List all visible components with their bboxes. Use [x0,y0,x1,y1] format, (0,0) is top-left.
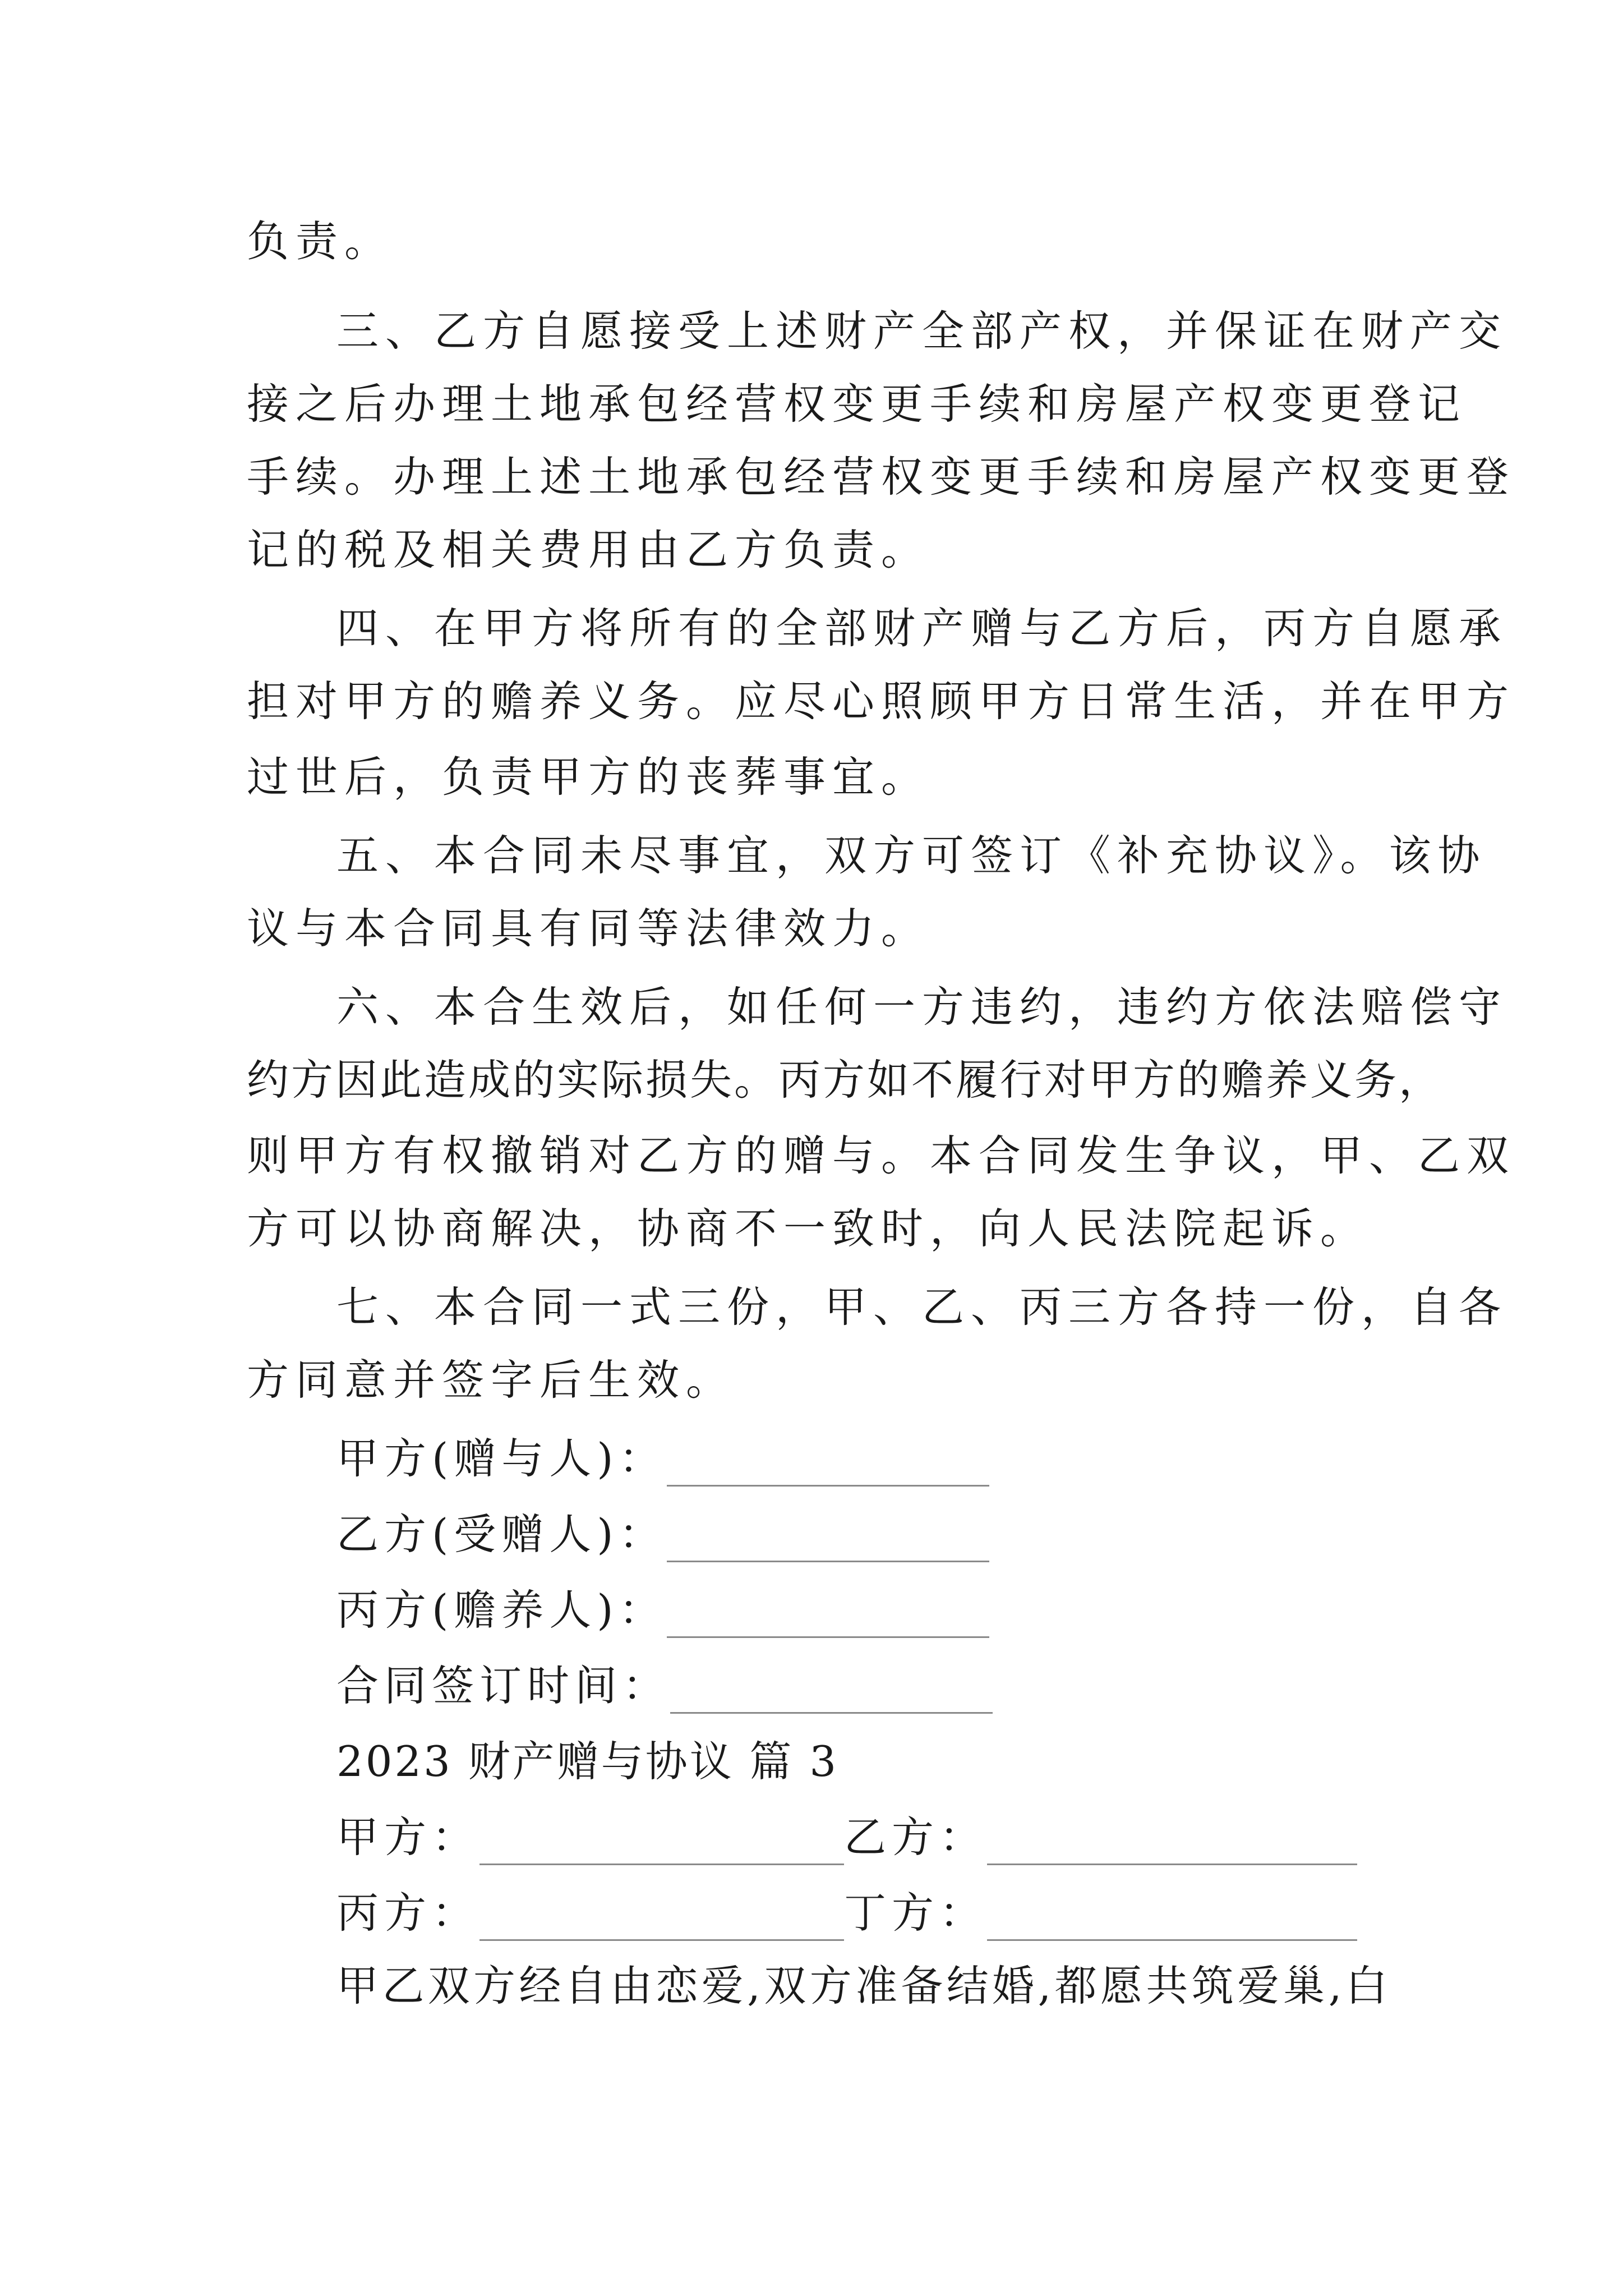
signature-blank[interactable] [667,1446,989,1487]
paragraph-line: 五、本合同未尽事宜，双方可签订《补充协议》。该协 [336,831,1487,880]
paragraph-line: 约方因此造成的实际损失。丙方如不履行对甲方的赡养义务， [247,1055,1444,1105]
party-blank[interactable] [479,1900,844,1941]
paragraph-line: 负责。 [247,217,394,266]
party-label: 甲方： [336,1812,480,1862]
signature-line-donor [336,1430,989,1487]
paragraph-line: 过世后，负责甲方的丧葬事宜。 [247,752,930,802]
signature-line-date [336,1658,993,1714]
paragraph-line: 手续。办理上述土地承包经营权变更手续和房屋产权变更登 [247,452,1516,501]
paragraph-line: 则甲方有权撤销对乙方的赠与。本合同发生争议，甲、乙双 [247,1131,1516,1180]
paragraph-line: 七、本合同一式三份，甲、乙、丙三方各持一份，自各 [336,1282,1508,1332]
party-blank[interactable] [987,1900,1357,1941]
section-heading: 2023 财产赠与协议 篇 3 [336,1737,839,1786]
paragraph-line: 议与本合同具有同等法律效力。 [247,904,930,953]
paragraph-line: 方同意并签字后生效。 [247,1355,735,1405]
paragraph-line: 记的税及相关费用由乙方负责。 [247,525,930,574]
party-blank[interactable] [987,1824,1357,1865]
signature-line-supporter [336,1582,989,1638]
paragraph-line: 担对甲方的赡养义务。应尽心照顾甲方日常生活，并在甲方 [247,677,1516,726]
party-row [336,1885,1357,1941]
signature-blank[interactable] [667,1521,989,1562]
signature-label: 丙方(赡养人)： [336,1585,667,1635]
party-blank[interactable] [479,1824,844,1865]
signature-line-donee [336,1506,989,1562]
signature-label: 合同签订时间： [336,1661,671,1710]
party-label: 丙方： [336,1888,480,1938]
party-row [336,1809,1357,1865]
signature-blank[interactable] [667,1597,989,1638]
paragraph-line: 四、在甲方将所有的全部财产赠与乙方后，丙方自愿承 [336,604,1508,653]
paragraph-line: 甲乙双方经自由恋爱,双方准备结婚,都愿共筑爱巢,白 [336,1961,1391,2010]
paragraph-line: 三、乙方自愿接受上述财产全部产权，并保证在财产交 [336,306,1508,356]
signature-blank[interactable] [670,1673,993,1714]
paragraph-line: 方可以协商解决，协商不一致时，向人民法院起诉。 [247,1204,1370,1253]
signature-label: 甲方(赠与人)： [336,1434,667,1483]
signature-label: 乙方(受赠人)： [336,1510,667,1559]
paragraph-line: 接之后办理土地承包经营权变更手续和房屋产权变更登记 [247,379,1467,429]
party-label: 乙方： [844,1812,988,1862]
paragraph-line: 六、本合生效后，如任何一方违约，违约方依法赔偿守 [336,982,1508,1032]
party-label: 丁方： [844,1888,988,1938]
